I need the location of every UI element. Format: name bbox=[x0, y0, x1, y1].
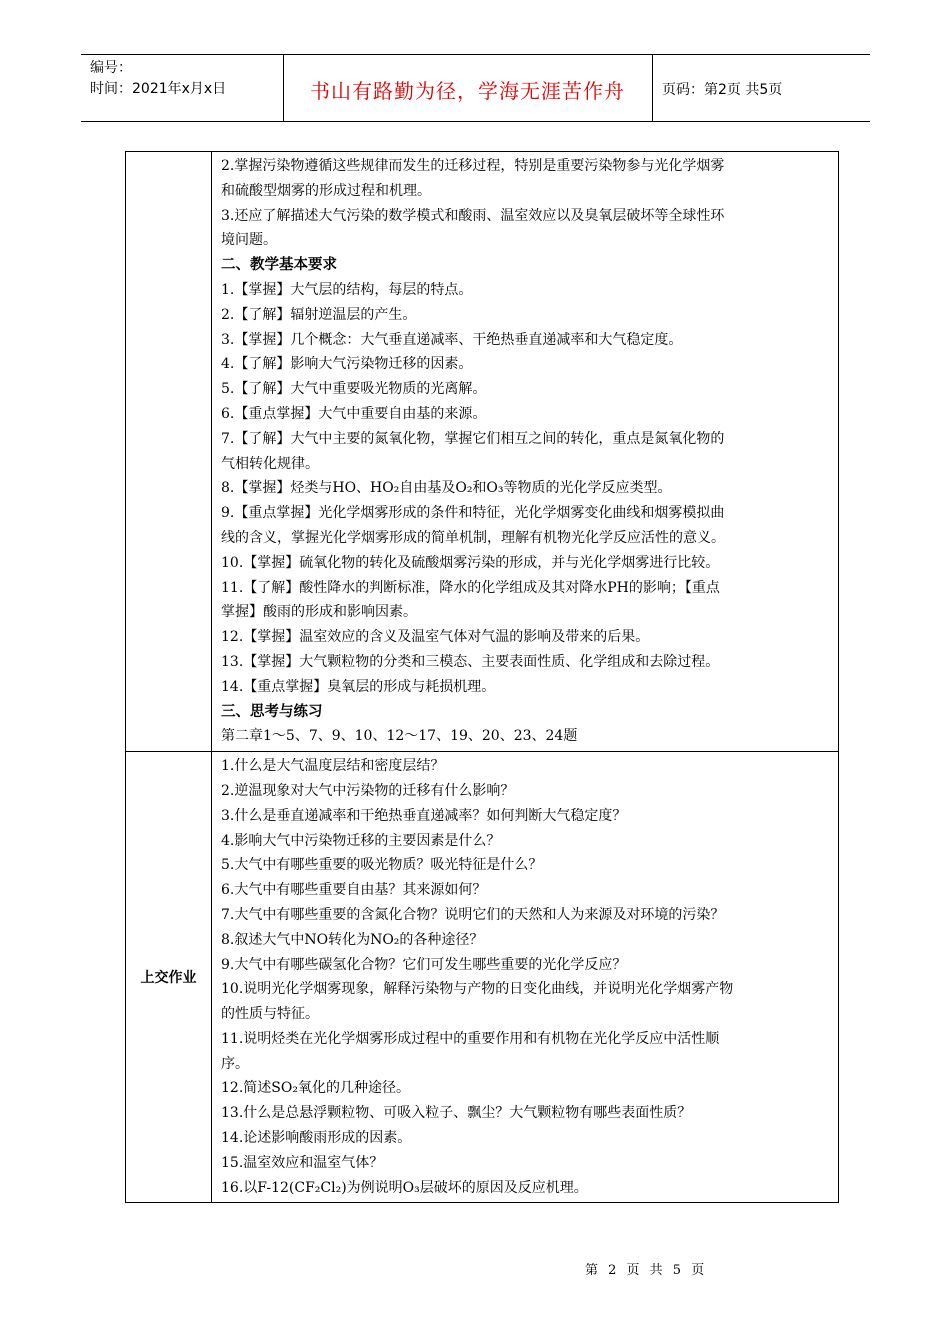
row-label-empty bbox=[126, 152, 212, 752]
row-content-requirements bbox=[212, 152, 839, 752]
requirement-line: 6.【重点掌握】大气中重要自由基的来源。 bbox=[221, 405, 487, 422]
homework-line: 1.什么是大气温度层结和密度层结？ bbox=[221, 758, 445, 775]
homework-line: 6.大气中有哪些重要自由基？其来源如何？ bbox=[221, 882, 487, 899]
homework-line: 7.大气中有哪些重要的含氮化合物？说明它们的天然和人为来源及对环境的污染？ bbox=[221, 906, 725, 923]
syllabus-table bbox=[125, 151, 839, 1203]
requirement-line: 5.【了解】大气中重要吸光物质的光离解。 bbox=[221, 381, 487, 398]
header-bottom-rule bbox=[81, 121, 870, 122]
requirement-line: 13.【掌握】大气颗粒物的分类和三模态、主要表面性质、化学组成和去除过程。 bbox=[221, 653, 720, 670]
homework-line: 13.什么是总悬浮颗粒物、可吸入粒子、飘尘？大气颗粒物有哪些表面性质？ bbox=[221, 1105, 692, 1122]
section-heading-exercises: 三、思考与练习 bbox=[221, 703, 323, 720]
exercise-line: 第二章1～5、7、9、10、12～17、19、20、23、24题 bbox=[221, 728, 578, 745]
requirement-line: 4.【了解】影响大气污染物迁移的因素。 bbox=[221, 356, 473, 373]
row-label-homework: 上交作业 bbox=[126, 752, 212, 1203]
table-row bbox=[126, 152, 839, 752]
header-page-label: 页码：第2页 共5页 bbox=[662, 82, 783, 98]
header-motto: 书山有路勤为径，学海无涯苦作舟 bbox=[310, 79, 625, 103]
homework-line: 3.什么是垂直递减率和干绝热垂直递减率？如何判断大气稳定度？ bbox=[221, 807, 627, 824]
homework-line: 15.温室效应和温室气体？ bbox=[221, 1154, 384, 1171]
header-number-label: 编号： bbox=[90, 60, 132, 76]
requirement-line: 气相转化规律。 bbox=[221, 455, 319, 472]
requirement-line: 9.【重点掌握】光化学烟雾形成的条件和特征，光化学烟雾变化曲线和烟雾模拟曲 bbox=[221, 505, 725, 522]
objective-line: 境问题。 bbox=[221, 232, 277, 249]
objective-line: 和硫酸型烟雾的形成过程和机理。 bbox=[221, 182, 431, 199]
homework-line: 11.说明烃类在光化学烟雾形成过程中的重要作用和有机物在光化学反应中活性顺 bbox=[221, 1030, 720, 1047]
homework-line: 10.说明光化学烟雾现象，解释污染物与产物的日变化曲线，并说明光化学烟雾产物 bbox=[221, 981, 734, 998]
objective-line: 3.还应了解描述大气污染的数学模式和酸雨、温室效应以及臭氧层破坏等全球性环 bbox=[221, 207, 725, 224]
requirement-line: 8.【掌握】烃类与HO、HO₂自由基及O₂和O₃等物质的光化学反应类型。 bbox=[221, 480, 672, 497]
requirement-line: 2.【了解】辐射逆温层的产生。 bbox=[221, 306, 417, 323]
table-row bbox=[126, 752, 839, 1203]
homework-line: 12.简述SO₂氧化的几种途径。 bbox=[221, 1080, 410, 1097]
requirement-line: 3.【掌握】几个概念：大气垂直递减率、干绝热垂直递减率和大气稳定度。 bbox=[221, 331, 683, 348]
section-heading-requirements: 二、教学基本要求 bbox=[221, 257, 337, 274]
homework-line: 2.逆温现象对大气中污染物的迁移有什么影响？ bbox=[221, 782, 515, 799]
requirement-line: 10.【掌握】硫氧化物的转化及硫酸烟雾污染的形成，并与光化学烟雾进行比较。 bbox=[221, 554, 720, 571]
homework-line: 序。 bbox=[221, 1055, 249, 1072]
requirement-line: 7.【了解】大气中主要的氮氧化物，掌握它们相互之间的转化，重点是氮氧化物的 bbox=[221, 430, 725, 447]
homework-line: 4.影响大气中污染物迁移的主要因素是什么？ bbox=[221, 832, 501, 849]
row-content-homework bbox=[212, 752, 839, 1203]
page-footer: 第 2 页 共 5 页 bbox=[585, 1263, 705, 1278]
requirement-line: 12.【掌握】温室效应的含义及温室气体对气温的影响及带来的后果。 bbox=[221, 629, 650, 646]
requirement-line: 线的含义，掌握光化学烟雾形成的简单机制，理解有机物光化学反应活性的意义。 bbox=[221, 529, 725, 546]
homework-line: 16.以F-12(CF₂Cl₂)为例说明O₃层破坏的原因及反应机理。 bbox=[221, 1179, 588, 1196]
header-top-rule bbox=[81, 54, 870, 55]
requirement-line: 14.【重点掌握】臭氧层的形成与耗损机理。 bbox=[221, 678, 496, 695]
header-divider-left bbox=[283, 54, 284, 121]
requirement-line: 11.【了解】酸性降水的判断标准，降水的化学组成及其对降水PH的影响；【重点 bbox=[221, 579, 720, 596]
homework-line: 5.大气中有哪些重要的吸光物质？吸光特征是什么？ bbox=[221, 857, 543, 874]
objective-line: 2.掌握污染物遵循这些规律而发生的迁移过程，特别是重要污染物参与光化学烟雾 bbox=[221, 158, 725, 174]
requirement-line: 1.【掌握】大气层的结构，每层的特点。 bbox=[221, 281, 473, 298]
header-divider-right bbox=[652, 54, 653, 121]
header-meta bbox=[90, 58, 226, 100]
homework-line: 的性质与特征。 bbox=[221, 1006, 319, 1023]
homework-line: 9.大气中有哪些碳氢化合物？它们可发生哪些重要的光化学反应？ bbox=[221, 956, 627, 973]
requirement-line: 掌握】酸雨的形成和影响因素。 bbox=[221, 604, 417, 621]
homework-line: 14.论述影响酸雨形成的因素。 bbox=[221, 1130, 412, 1147]
homework-line: 8.叙述大气中NO转化为NO₂的各种途径？ bbox=[221, 931, 484, 948]
header-date-label: 时间：2021年x月x日 bbox=[90, 81, 227, 97]
